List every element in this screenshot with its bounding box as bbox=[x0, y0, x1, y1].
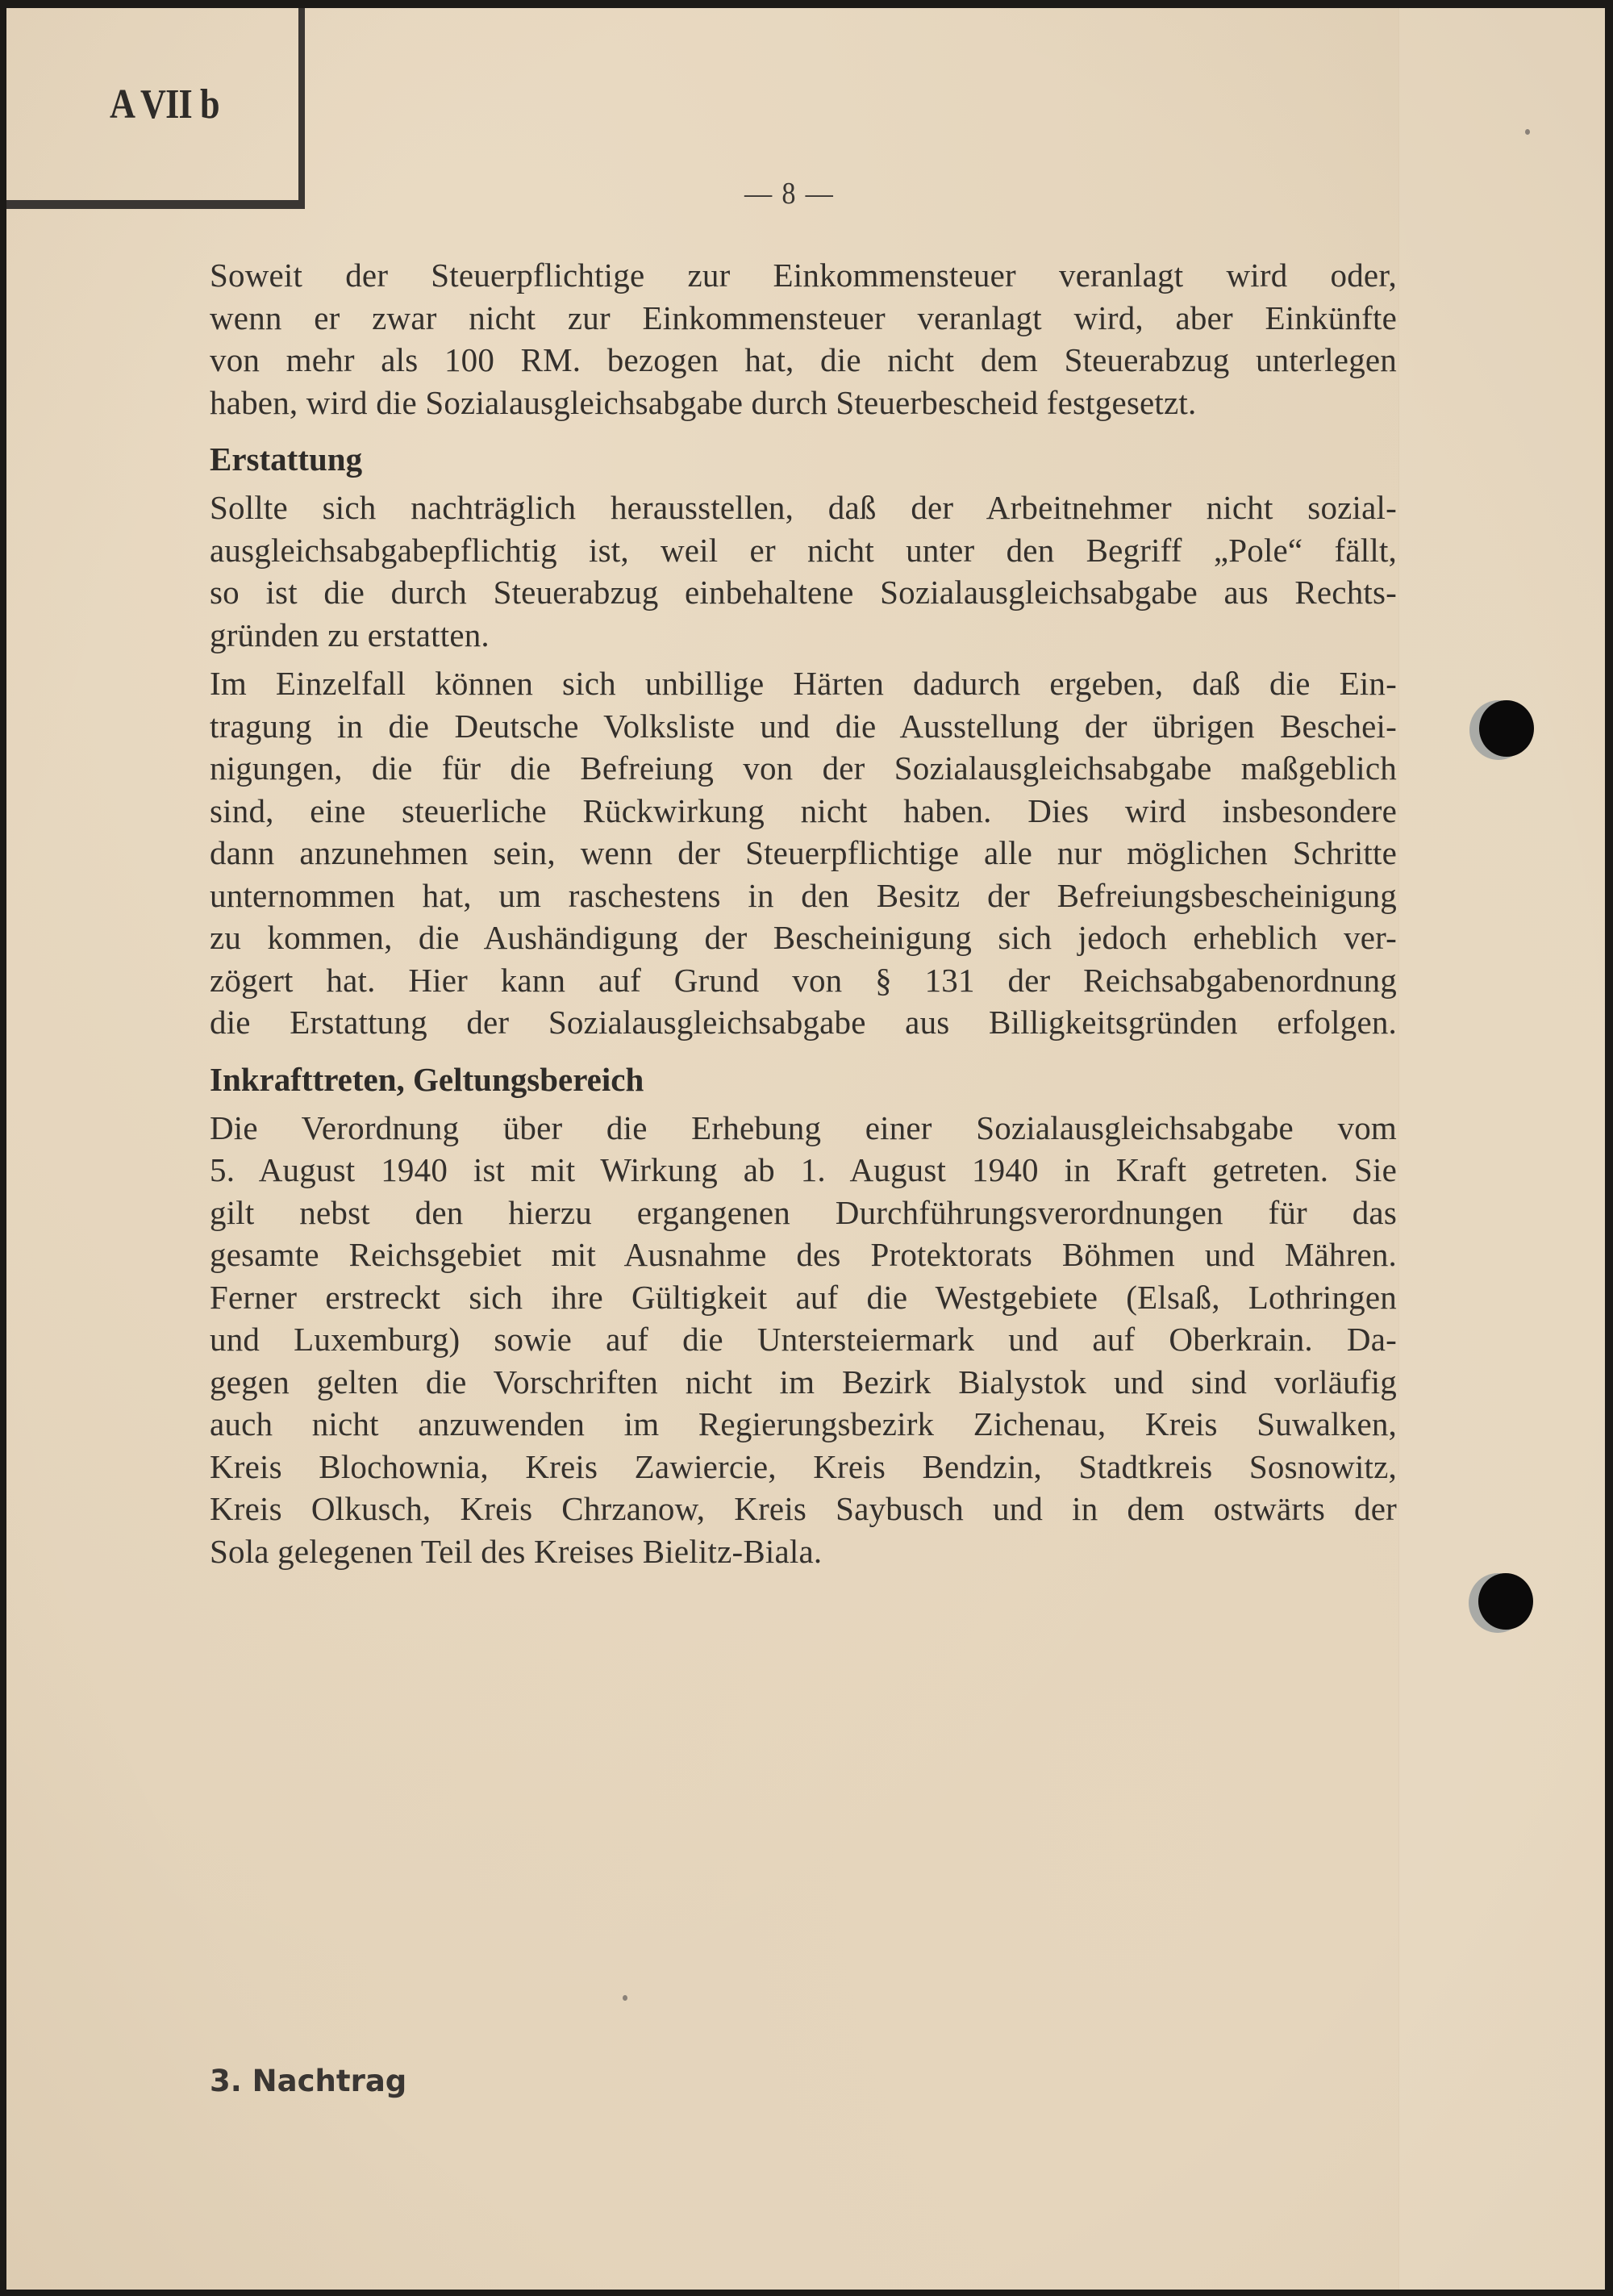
document-page bbox=[6, 8, 1605, 2290]
text-line: gilt nebst den hierzu ergangenen Durchführungsverordnungen für das bbox=[210, 1193, 1397, 1231]
text-line: von mehr als 100 RM. bezogen hat, die nicht dem Steuerabzug unterlegen bbox=[210, 341, 1397, 378]
section-label: A VII b bbox=[110, 81, 219, 127]
text-line: ausgleichsabgabepflichtig ist, weil er nicht unter den Begriff „Pole“ fällt, bbox=[210, 531, 1397, 569]
heading-inkrafttreten: Inkrafttreten, Geltungsbereich bbox=[210, 1060, 644, 1098]
text-line: Die Verordnung über die Erhebung einer Sozialausgleichsabgabe vom bbox=[210, 1108, 1397, 1146]
text-line: Sollte sich nachträglich herausstellen, daß der Arbeitnehmer nicht sozial- bbox=[210, 489, 1397, 526]
text-line: sind, eine steuerliche Rückwirkung nicht haben. Dies wird insbesondere bbox=[210, 791, 1397, 829]
paper-speck bbox=[1525, 129, 1530, 135]
paragraph-einzelfall bbox=[210, 662, 1397, 1044]
paragraph-steuerbescheid bbox=[210, 254, 1397, 424]
text-line: 5. August 1940 ist mit Wirkung ab 1. August 1940 in Kraft getreten. Sie bbox=[210, 1151, 1397, 1188]
paragraph-erstattung bbox=[210, 486, 1397, 656]
text-line: Sola gelegenen Teil des Kreises Bielitz-Biala. bbox=[210, 1532, 823, 1570]
text-line: nigungen, die für die Befreiung von der Sozialausgleichsabgabe maßgeblich bbox=[210, 749, 1397, 787]
text-line: gesamte Reichsgebiet mit Ausnahme des Protektorats Böhmen und Mähren. bbox=[210, 1236, 1397, 1273]
paper-speck bbox=[623, 1995, 627, 2001]
text-line: Im Einzelfall können sich unbillige Härten dadurch ergeben, daß die Ein- bbox=[210, 665, 1397, 702]
text-line: Ferner erstreckt sich ihre Gültigkeit auf die Westgebiete (Elsaß, Lothringen bbox=[210, 1278, 1397, 1316]
punch-hole-icon bbox=[1479, 700, 1534, 757]
punch-hole-icon bbox=[1478, 1573, 1533, 1630]
text-line: Kreis Olkusch, Kreis Chrzanow, Kreis Saybusch und in dem ostwärts der bbox=[210, 1490, 1397, 1527]
text-line: Soweit der Steuerpflichtige zur Einkommensteuer veranlagt wird oder, bbox=[210, 257, 1397, 294]
text-line: zögert hat. Hier kann auf Grund von § 131 der Reichsabgabenordnung bbox=[210, 961, 1397, 999]
text-line: haben, wird die Sozialausgleichsabgabe durch Steuerbescheid festgesetzt. bbox=[210, 383, 1197, 421]
text-line: und Luxemburg) sowie auf die Untersteiermark und auf Oberkrain. Da- bbox=[210, 1321, 1397, 1358]
text-line: gegen gelten die Vorschriften nicht im Bezirk Bialystok und sind vorläufig bbox=[210, 1363, 1397, 1401]
text-line: zu kommen, die Aushändigung der Bescheinigung sich jedoch erheblich ver- bbox=[210, 919, 1397, 956]
text-line: wenn er zwar nicht zur Einkommensteuer veranlagt wird, aber Einkünfte bbox=[210, 298, 1397, 336]
text-line: Kreis Blochownia, Kreis Zawiercie, Kreis Bendzin, Stadtkreis Sosnowitz, bbox=[210, 1447, 1397, 1485]
text-line: so ist die durch Steuerabzug einbehaltene Sozialausgleichsabgabe aus Rechts- bbox=[210, 574, 1397, 611]
heading-erstattung: Erstattung bbox=[210, 440, 363, 478]
page-number: — 8 — bbox=[744, 177, 835, 211]
section-box bbox=[6, 8, 305, 209]
paper-edge-strip bbox=[1398, 8, 1605, 2290]
text-line: unternommen hat, um raschestens in den Besitz der Befreiungsbescheinigung bbox=[210, 876, 1397, 914]
footer-label: 3. Nachtrag bbox=[210, 2064, 407, 2098]
paragraph-geltungsbereich bbox=[210, 1107, 1397, 1573]
text-line: tragung in die Deutsche Volksliste und die Ausstellung der übrigen Beschei- bbox=[210, 707, 1397, 745]
text-line: auch nicht anzuwenden im Regierungsbezirk Zichenau, Kreis Suwalken, bbox=[210, 1405, 1397, 1442]
text-line: gründen zu erstatten. bbox=[210, 616, 490, 653]
document-body bbox=[210, 254, 1397, 1572]
text-line: die Erstattung der Sozialausgleichsabgabe aus Billigkeitsgründen erfolgen. bbox=[210, 1004, 1397, 1041]
text-line: dann anzunehmen sein, wenn der Steuerpflichtige alle nur möglichen Schritte bbox=[210, 834, 1397, 871]
